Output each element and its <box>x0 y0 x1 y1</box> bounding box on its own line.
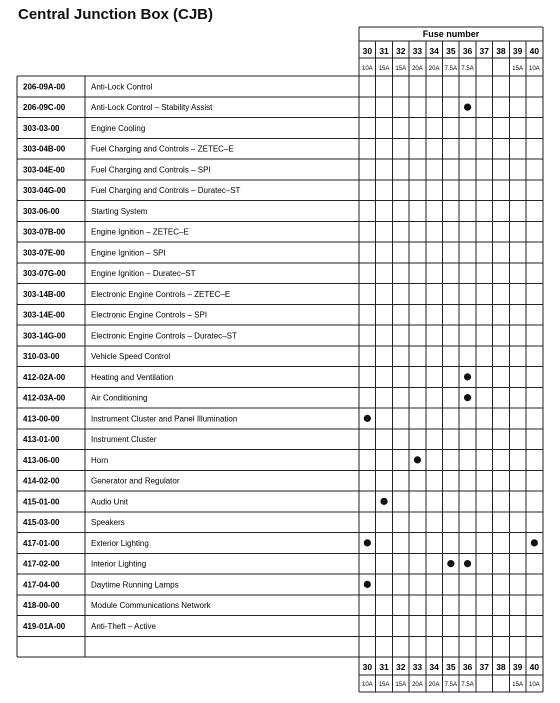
fuse-number-header: 40 <box>529 46 540 56</box>
fuse-number-header: 38 <box>496 46 506 56</box>
fuse-rating-footer: 10A <box>529 682 540 688</box>
row-code: 417-02-00 <box>23 559 60 569</box>
row-code: 415-01-00 <box>23 497 60 507</box>
row-code: 419-01A-00 <box>23 621 66 631</box>
fuse-number-footer: 30 <box>362 662 373 672</box>
fuse-marker-dot <box>464 560 471 567</box>
row-description: Electronic Engine Controls – SPI <box>91 310 208 320</box>
row-description: Daytime Running Lamps <box>91 580 179 590</box>
row-description: Engine Ignition – Duratec–ST <box>91 269 196 279</box>
fuse-number-header: 33 <box>412 46 423 56</box>
row-code: 206-09A-00 <box>23 82 66 92</box>
fuse-rating-header: 10A <box>529 66 540 72</box>
row-code: 413-00-00 <box>23 414 60 424</box>
row-description: Interior Lighting <box>91 559 147 569</box>
fuse-number-header: 36 <box>462 46 473 56</box>
row-code: 415-03-00 <box>23 518 60 528</box>
fuse-marker-dot <box>531 539 538 546</box>
fuse-rating-header: 10A <box>362 66 373 72</box>
fuse-number-footer: 34 <box>429 662 439 672</box>
fuse-number-footer: 38 <box>496 662 506 672</box>
fuse-number-footer: 31 <box>379 662 389 672</box>
fuse-number-header: 37 <box>479 46 489 56</box>
fuse-number-footer: 32 <box>396 662 406 672</box>
row-code: 303-07B-00 <box>23 227 66 237</box>
row-description: Engine Ignition – SPI <box>91 248 166 258</box>
page-title: Central Junction Box (CJB) <box>18 6 214 23</box>
fuse-rating-footer: 20A <box>412 682 423 688</box>
row-description: Electronic Engine Controls – Duratec–ST <box>91 331 237 341</box>
fuse-rating-header: 15A <box>512 66 523 72</box>
fuse-rating-footer: 15A <box>395 682 407 688</box>
row-description: Fuel Charging and Controls – SPI <box>91 165 211 175</box>
fuse-rating-footer: 7.5A <box>444 682 458 688</box>
fuse-marker-dot <box>464 373 471 380</box>
row-code: 414-02-00 <box>23 476 60 486</box>
fuse-rating-footer: 7.5A <box>461 682 474 688</box>
row-description: Anti-Theft – Active <box>91 621 156 631</box>
fuse-marker-dot <box>447 560 454 567</box>
fuse-marker-dot <box>414 456 421 463</box>
fuse-number-header: 32 <box>396 46 406 56</box>
fuse-number-header: 39 <box>512 46 523 56</box>
fuse-marker-dot <box>364 539 371 546</box>
row-description: Anti-Lock Control <box>91 82 153 92</box>
fuse-rating-footer: 15A <box>378 682 390 688</box>
row-code: 303-14G-00 <box>23 331 66 341</box>
fuse-number-header: 31 <box>379 46 389 56</box>
row-description: Starting System <box>91 206 148 216</box>
fuse-rating-footer: 15A <box>512 682 523 688</box>
fuse-number-heading: Fuse number <box>422 29 480 39</box>
fuse-rating-header: 15A <box>395 66 407 72</box>
row-description: Instrument Cluster <box>91 435 157 445</box>
fuse-rating-footer: 20A <box>428 682 440 688</box>
row-code: 303-14E-00 <box>23 310 65 320</box>
row-code: 418-00-00 <box>23 601 60 611</box>
row-code: 303-04B-00 <box>23 144 66 154</box>
row-description: Air Conditioning <box>91 393 148 403</box>
row-code: 303-04E-00 <box>23 165 65 175</box>
row-code: 303-06-00 <box>23 206 60 216</box>
fuse-rating-header: 7.5A <box>461 66 474 72</box>
row-code: 303-07G-00 <box>23 269 66 279</box>
fuse-number-header: 30 <box>362 46 373 56</box>
row-code: 413-06-00 <box>23 455 60 465</box>
fuse-rating-header: 7.5A <box>444 66 458 72</box>
fuse-number-footer: 39 <box>512 662 523 672</box>
fuse-rating-header: 20A <box>412 66 423 72</box>
fuse-number-footer: 40 <box>529 662 540 672</box>
row-code: 417-01-00 <box>23 538 60 548</box>
row-code: 310-03-00 <box>23 352 60 362</box>
fuse-number-header: 34 <box>429 46 439 56</box>
row-description: Module Communications Network <box>91 601 211 611</box>
row-description: Engine Ignition – ZETEC–E <box>91 227 189 237</box>
row-description: Vehicle Speed Control <box>91 352 171 362</box>
row-code: 412-03A-00 <box>23 393 66 403</box>
fuse-number-footer: 33 <box>412 662 423 672</box>
row-description: Anti-Lock Control – Stability Assist <box>91 103 213 113</box>
row-description: Horn <box>91 455 109 465</box>
row-description: Electronic Engine Controls – ZETEC–E <box>91 289 231 299</box>
row-description: Exterior Lighting <box>91 538 149 548</box>
row-description: Speakers <box>91 518 125 528</box>
row-code: 413-01-00 <box>23 435 60 445</box>
fuse-number-header: 35 <box>446 46 456 56</box>
fuse-rating-header: 15A <box>378 66 390 72</box>
row-description: Heating and Ventilation <box>91 372 174 382</box>
fuse-marker-dot <box>464 104 471 111</box>
row-description: Fuel Charging and Controls – Duratec–ST <box>91 186 241 196</box>
fuse-marker-dot <box>464 394 471 401</box>
fuse-number-footer: 35 <box>446 662 456 672</box>
fuse-rating-footer: 10A <box>362 682 373 688</box>
row-description: Fuel Charging and Controls – ZETEC–E <box>91 144 234 154</box>
row-code: 303-07E-00 <box>23 248 65 258</box>
row-description: Audio Unit <box>91 497 128 507</box>
fuse-rating-header: 20A <box>428 66 440 72</box>
row-code: 303-14B-00 <box>23 289 66 299</box>
row-description: Engine Cooling <box>91 123 146 133</box>
fuse-marker-dot <box>364 581 371 588</box>
fuse-number-footer: 37 <box>479 662 489 672</box>
fuse-number-footer: 36 <box>462 662 473 672</box>
row-code: 417-04-00 <box>23 580 60 590</box>
row-code: 412-02A-00 <box>23 372 66 382</box>
row-code: 303-03-00 <box>23 123 60 133</box>
row-description: Instrument Cluster and Panel Illumination <box>91 414 238 424</box>
row-description: Generator and Regulator <box>91 476 180 486</box>
row-code: 303-04G-00 <box>23 186 66 196</box>
fuse-marker-dot <box>380 498 387 505</box>
fuse-marker-dot <box>364 415 371 422</box>
row-code: 206-09C-00 <box>23 103 66 113</box>
